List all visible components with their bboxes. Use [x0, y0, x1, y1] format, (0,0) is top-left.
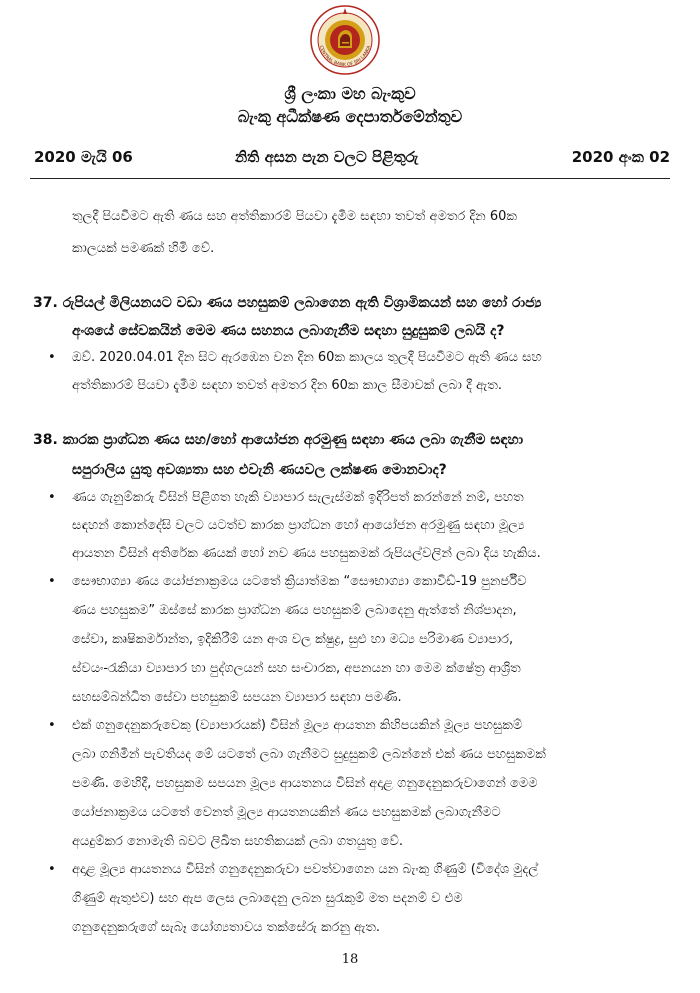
answer-line: අයදුම්කර නොමැති බවට ලිඛිත සහතිකයක් ලබා ගතයුතු වේ. [72, 834, 403, 849]
question-38-line [33, 425, 673, 455]
answer-line: සේවා, කෘෂිකර්මාන්ත, ඉදිකිරීම් යන අංශ වල ක්ෂුද්‍ර, සුළු හා මධ්‍ය පරිමාණ ව්‍යාපාර, [72, 632, 514, 647]
answer-line: ණය ගැනුම්කරු විසින් පිළිගත හැකි ව්‍යාපාර සැලැස්මක් ඉදිරිපත් කරන්නේ නම්, පහත [72, 490, 524, 505]
seal-graphic [309, 4, 381, 76]
answer-line: ඔව්. 2020.04.01 දින සිට ඇරඹෙන වන දින 60ක කාලය තුලදී පියවීමට ඇති ණය සහ [72, 350, 542, 365]
document-date: 2020 මැයි 06 [34, 148, 133, 166]
answer-line: අදාළ මූල්‍ය ආයතනය විසින් ගනුදෙනුකරුවා පවත්වාගෙන යන බැංකු ගිණුම් (විදේශ මුදල් [72, 862, 539, 877]
answer-line: අත්තිකාරම් පියවා දැමීම සඳහා තවත් අමතර දින 60ක කාල සීමාවක් ලබා දී ඇත. [72, 378, 502, 393]
header-divider [30, 178, 670, 179]
bullet-icon: • [48, 718, 56, 733]
org-name: ශ්‍රී ලංකා මහ බැංකුව [284, 84, 416, 103]
answer-line: යෝජනාක්‍රමය යටතේ වෙනත් මූල්‍ය ආයතනයකින් ණය පහසුකමක් ලබාගැනීමට [72, 805, 501, 820]
continuation-line: තුලදී පියවීමට ඇති ණය සහ අත්තිකාරම් පියවා දැමීම සඳහා තවත් අමතර දින 60ක [72, 209, 517, 224]
bullet-icon: • [48, 490, 56, 505]
department-name: බැංකු අධීක්ෂණ දෙපාර්තමේන්තුව [237, 107, 463, 126]
seal-text: CENTRAL BANK OF SRI LANKA [317, 45, 373, 69]
answer-line: සහසම්බන්ධිත සේවා පහසුකම් සපයන ව්‍යාපාර සඳහා පමණි. [72, 690, 402, 705]
answer-line: එක් ගනුදෙනුකරුවෙකු (ව්‍යාපාරයක්) විසින් මූල්‍ය ආයතන කිහිපයකින් මූල්‍ය පහසුකම් [72, 718, 523, 733]
question-number: 38. [33, 432, 58, 448]
page-number: 18 [341, 952, 359, 967]
bullet-icon: • [48, 862, 56, 877]
question-text: කාරක ප්‍රාග්ධන ණය සහ/හෝ ආයෝජන අරමුණු සඳහා ණය ලබා ගැනීම සඳහා [62, 432, 524, 448]
answer-line: ලබා ගනිමින් පැවතියද මේ යටතේ ලබා ගැනීමට සුදුසුකම් ලබන්නේ එක් ණය පහසුකමක් [72, 747, 546, 762]
answer-line: සෞභාග්‍යා ණය යෝජනාක්‍රමය යටතේ ක්‍රියාත්මක “සෞභාග්‍යා කොවිඩ්-19 පුනර්ජීව [72, 574, 527, 589]
answer-line: ගනුදෙනුකරුගේ සැබෑ යෝග්‍යතාවය තක්සේරු කරනු ඇත. [72, 920, 381, 935]
answer-line: ගිණුම් ඇතුළුව) සහ ඇප ලෙස ලබාදෙනු ලබන සුරැකුම් මත පදනම් ව එම [72, 891, 463, 906]
bullet-icon: • [48, 350, 56, 365]
continuation-line: කාලයක් පමණක් හිමි වේ. [72, 241, 215, 256]
answer-line: සඳහන් කොන්දේසි වලට යටත්ව කාරක ප්‍රාග්ධන හෝ ආයෝජන අරමුණු සඳහා මූල්‍ය [72, 518, 525, 533]
issue-number: 2020 අංක 02 [571, 148, 670, 166]
answer-line: පමණි. මෙහිදී, පහසුකම සපයන මූල්‍ය ආයතනය විසින් අදාළ ගනුදෙනුකරුවාගෙන් මෙම [72, 776, 538, 791]
central-bank-seal-icon [309, 4, 381, 76]
answer-line: ස්වයං-රැකියා ව්‍යාපාර හා පුද්ගලයන් සහ සංචාරක, අපනයන හා මෙම ක්ෂේත්‍ර ආශ්‍රිත [72, 661, 521, 676]
question-number: 37. [33, 295, 58, 311]
answer-line: ණය පහසුකම” ඔස්සේ කාරක ප්‍රාග්ධන ණය පහසුකම් ලබාදෙනු ඇත්තේ නිශ්පාදන, [72, 603, 517, 618]
question-38-line: සපුරාලිය යුතු අවශ්‍යතා සහ එවැනි ණයවල ලක්ෂණ මොනවාද? [72, 462, 447, 478]
question-37-line: අංශයේ සේවකයින් මෙම ණය සහනය ලබාගැනීම සඳහා සුදුසුකම් ලබයි ද? [72, 323, 505, 339]
document-title: නිති අසන පැන වලට පිළිතුරු [235, 148, 419, 166]
answer-line: ආයතන විසින් අතිරේක ණයක් හෝ නව ණය පහසුකමක් රුපියල්වලින් ලබා දිය හැකිය. [72, 546, 541, 561]
bullet-icon: • [48, 574, 56, 589]
question-37-line [33, 288, 673, 318]
question-text: රුපියල් මිලියනයට වඩා ණය පහසුකම් ලබාගෙන ඇති විශ්‍රාමිකයන් සහ හෝ රාජ්‍ය [62, 295, 542, 311]
document-header-row [30, 146, 670, 168]
